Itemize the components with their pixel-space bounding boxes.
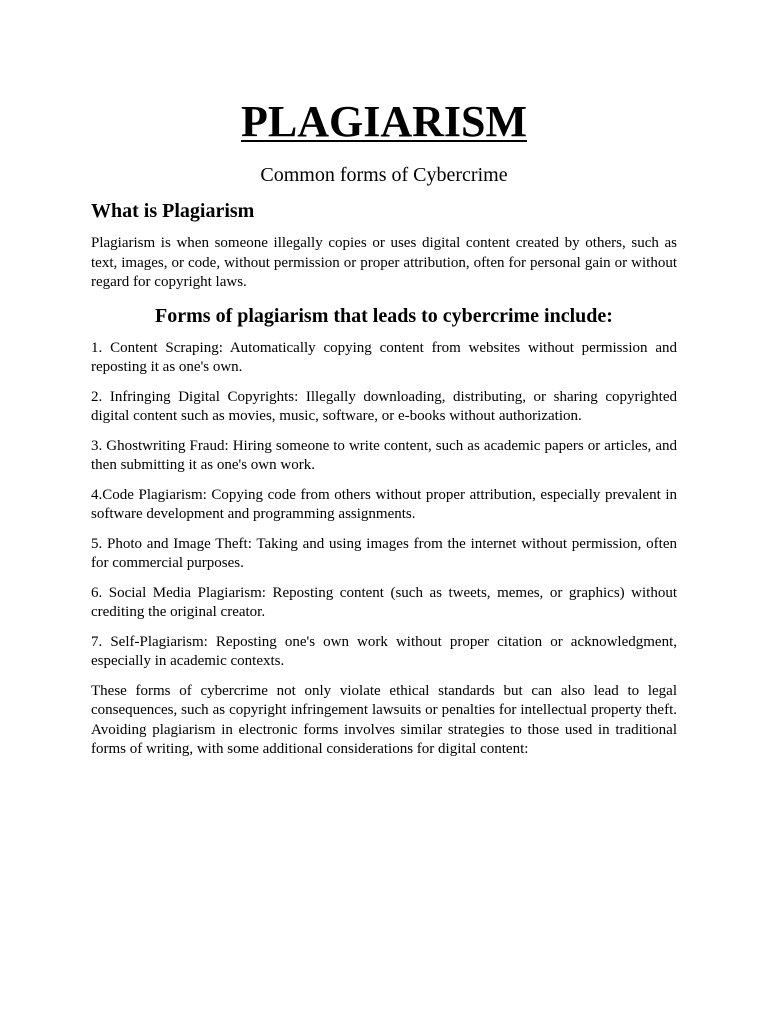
list-item-ghostwriting-fraud: 3. Ghostwriting Fraud: Hiring someone to write content, such as academic papers or articles, and then submitting it as one's own work. — [91, 437, 677, 473]
section-heading-forms: Forms of plagiarism that leads to cybercrime include: — [155, 304, 613, 327]
closing-paragraph: These forms of cybercrime not only violate ethical standards but can also lead to legal consequences, such as copyright infringement lawsuits or penalties for intellectual property theft. Avoiding plagiarism in electronic forms involves similar strategies to those used in traditional forms of writing, with some additional considerations for digital content: — [91, 682, 677, 757]
list-item-digital-copyrights: 2. Infringing Digital Copyrights: Illegally downloading, distributing, or sharing copyrighted digital content such as movies, music, software, or e-books without authorization. — [91, 388, 677, 424]
document-title: PLAGIARISM — [240, 97, 528, 146]
list-item-social-media-plagiarism: 6. Social Media Plagiarism: Reposting content (such as tweets, memes, or graphics) without crediting the original creator. — [91, 584, 677, 620]
list-item-code-plagiarism: 4.Code Plagiarism: Copying code from others without proper attribution, especially prevalent in software development and programming assignments. — [91, 486, 677, 522]
document-subtitle: Common forms of Cybercrime — [260, 164, 508, 186]
list-item-self-plagiarism: 7. Self-Plagiarism: Reposting one's own work without proper citation or acknowledgment, especially in academic contexts. — [91, 633, 677, 669]
definition-paragraph: Plagiarism is when someone illegally copies or uses digital content created by others, such as text, images, or code, without permission or proper attribution, often for personal gain or without regard for copyright laws. — [91, 235, 677, 290]
list-item-photo-image-theft: 5. Photo and Image Theft: Taking and using images from the internet without permission, often for commercial purposes. — [91, 535, 677, 571]
section-heading-what-is-plagiarism: What is Plagiarism — [91, 200, 255, 222]
forms-list — [91, 339, 677, 672]
list-item-content-scraping: 1. Content Scraping: Automatically copying content from websites without permission and reposting it as one's own. — [91, 339, 677, 375]
